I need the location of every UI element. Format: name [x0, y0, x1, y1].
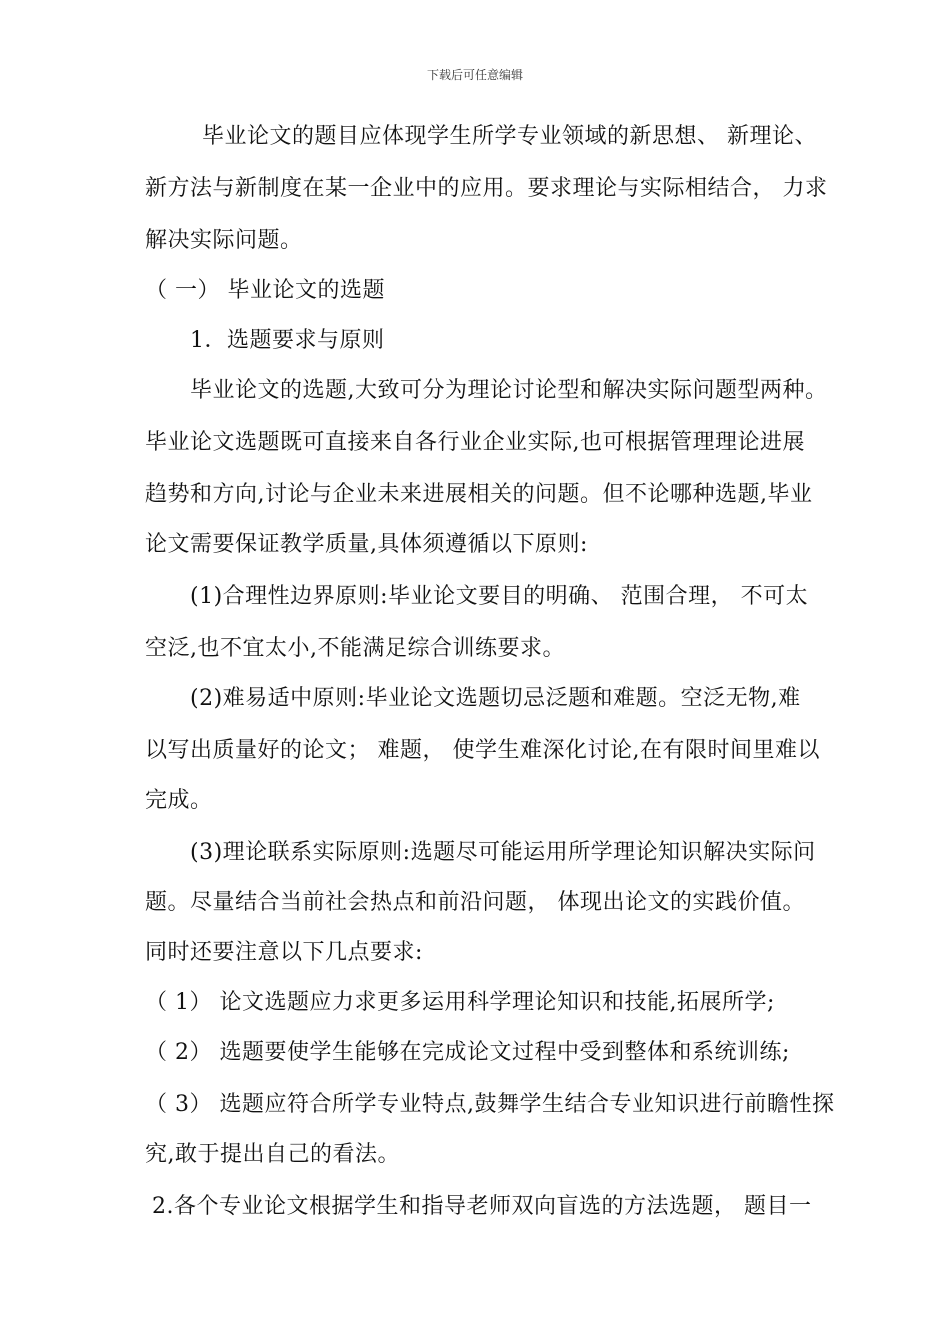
body-line: 毕业论文选题既可直接来自各行业企业实际,也可根据管理理论进展 [145, 430, 805, 455]
body-line: 究,敢于提出自己的看法。 [145, 1142, 400, 1167]
body-line: 新方法与新制度在某一企业中的应用。要求理论与实际相结合， 力求 [145, 176, 828, 201]
body-line: (2)难易适中原则:毕业论文选题切忌泛题和难题。空泛无物,难 [190, 686, 801, 711]
body-line: 趋势和方向,讨论与企业未来进展相关的问题。但不论哪种选题,毕业 [145, 482, 813, 507]
body-line: 以写出质量好的论文； 难题， 使学生难深化讨论,在有限时间里难以 [145, 738, 820, 763]
page-header: 下载后可任意编辑 [426, 68, 523, 82]
body-line: 题。尽量结合当前社会热点和前沿问题， 体现出论文的实践价值。 [145, 890, 805, 915]
body-line: 空泛,也不宜太小,不能满足综合训练要求。 [145, 636, 565, 661]
body-line: (3)理论联系实际原则:选题尽可能运用所学理论知识解决实际问 [190, 840, 816, 865]
body-line: 2.各个专业论文根据学生和指导老师双向盲选的方法选题， 题目一 [152, 1194, 812, 1219]
list-item: （ 3） 选题应符合所学专业特点,鼓舞学生结合专业知识进行前瞻性探 [145, 1092, 835, 1117]
body-line: 论文需要保证教学质量,具体须遵循以下原则: [145, 532, 588, 557]
section-heading: （ 一） 毕业论文的选题 [145, 278, 385, 303]
body-line: 完成。 [145, 788, 213, 813]
body-line: 毕业论文的选题,大致可分为理论讨论型和解决实际问题型两种。 [190, 378, 828, 403]
body-line: (1)合理性边界原则:毕业论文要目的明确、 范围合理， 不可太 [190, 584, 809, 609]
body-line: 同时还要注意以下几点要求: [145, 940, 423, 965]
body-line: 解决实际问题。 [145, 228, 303, 253]
list-item: （ 1） 论文选题应力求更多运用科学理论知识和技能,拓展所学; [145, 990, 775, 1015]
subsection-heading: 1．选题要求与原则 [190, 328, 385, 353]
list-item: （ 2） 选题要使学生能够在完成论文过程中受到整体和系统训练; [145, 1040, 790, 1065]
body-line: 毕业论文的题目应体现学生所学专业领域的新思想、 新理论、 [202, 124, 817, 149]
